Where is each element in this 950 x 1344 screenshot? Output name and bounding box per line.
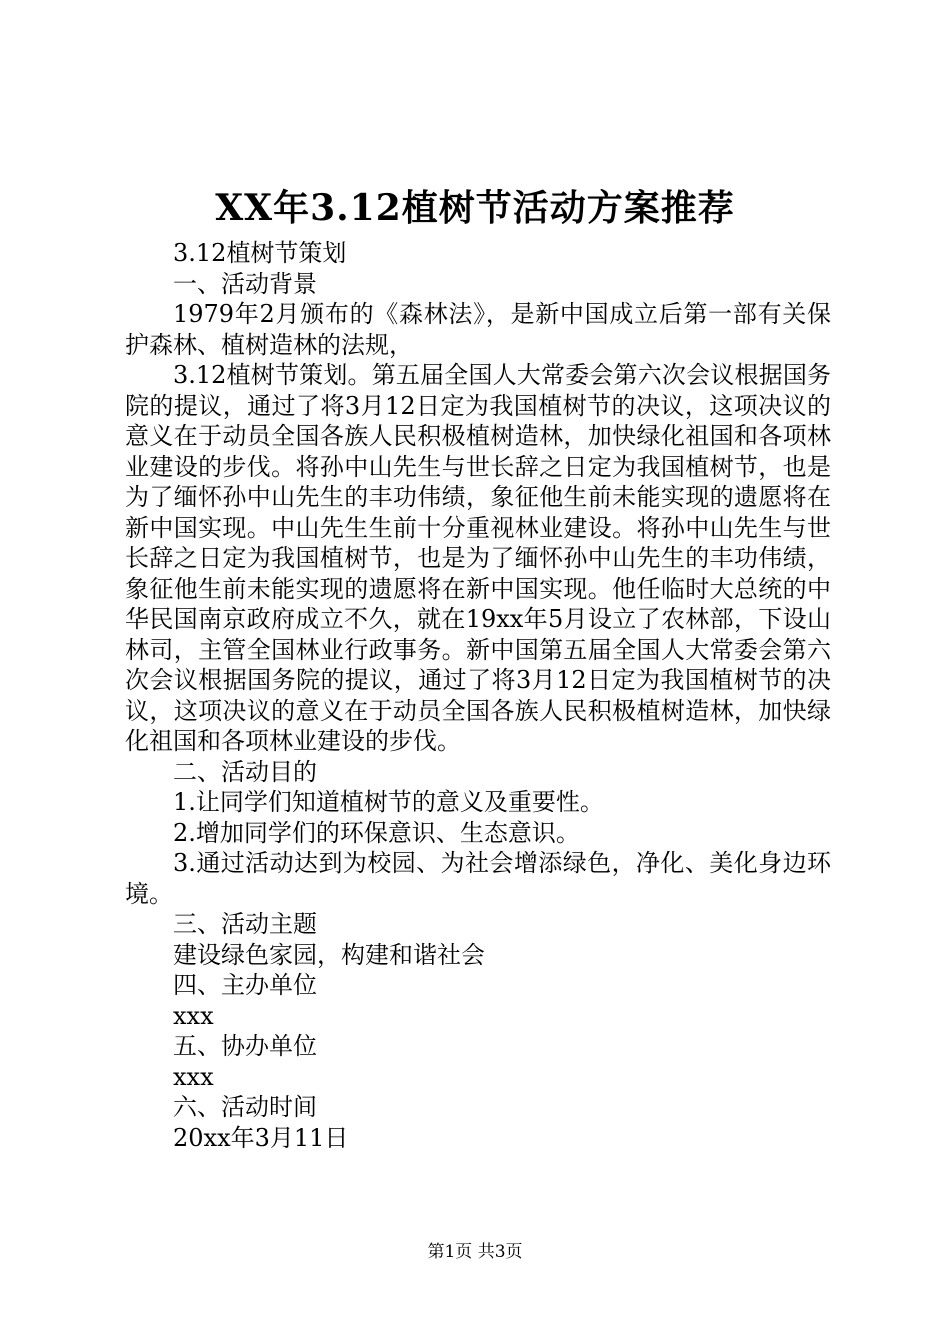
section-heading-purpose: 二、活动目的	[173, 757, 317, 786]
section-heading-background: 一、活动背景	[173, 269, 317, 298]
section-heading-theme: 三、活动主题	[173, 910, 317, 938]
purpose-item-3: 3.通过活动达到为校园、为社会增添绿色，净化、美化身边环境。	[125, 849, 831, 908]
paragraph-forest-law: 1979年2月颁布的《森林法》，是新中国成立后第一部有关保护森林、植树造林的法规，	[125, 300, 831, 359]
document-body	[125, 238, 831, 1153]
page-footer: 第1页 共3页	[427, 1242, 523, 1262]
organizer-text: xxx	[173, 1001, 214, 1030]
purpose-item-1: 1.让同学们知道植树节的意义及重要性。	[173, 788, 604, 816]
paragraph-plan-heading: 3.12植树节策划	[173, 239, 347, 267]
section-heading-organizer: 四、主办单位	[173, 971, 317, 999]
co-organizer-text: xxx	[173, 1062, 214, 1091]
section-heading-co-organizer: 五、协办单位	[173, 1032, 317, 1060]
section-heading-time: 六、活动时间	[173, 1093, 317, 1121]
purpose-item-2: 2.增加同学们的环保意识、生态意识。	[173, 818, 580, 847]
time-text: 20xx年3月11日	[173, 1123, 349, 1152]
document-title: XX年3.12植树节活动方案推荐	[215, 187, 735, 229]
paragraph-background-detail: 3.12植树节策划。第五届全国人大常委会第六次会议根据国务院的提议，通过了将3月12日定为我国植树节的决议，这项决议的意义在于动员全国各族人民积极植树造林，加快绿化祖国和各项林业建设的步伐。将孙中山先生与世长辞之日定为我国植树节，也是为了缅怀孙中山先生的丰功伟绩，象征他生前未能实现的遗愿将在新中国实现。中山先生生前十分重视林业建设。将孙中山先生与世长辞之日定为我国植树节，也是为了缅怀孙中山先生的丰功伟绩，象征他生前未能实现的遗愿将在新中国实现。他任临时大总统的中华民国南京政府成立不久，就在19xx年5月设立了农林部，下设山林司，主管全国林业行政事务。新中国第五届全国人大常委会第六次会议根据国务院的提议，通过了将3月12日定为我国植树节的决议，这项决议的意义在于动员全国各族人民积极植树造林，加快绿化祖国和各项林业建设的步伐。	[125, 361, 831, 755]
theme-text: 建设绿色家园，构建和谐社会	[173, 940, 485, 969]
